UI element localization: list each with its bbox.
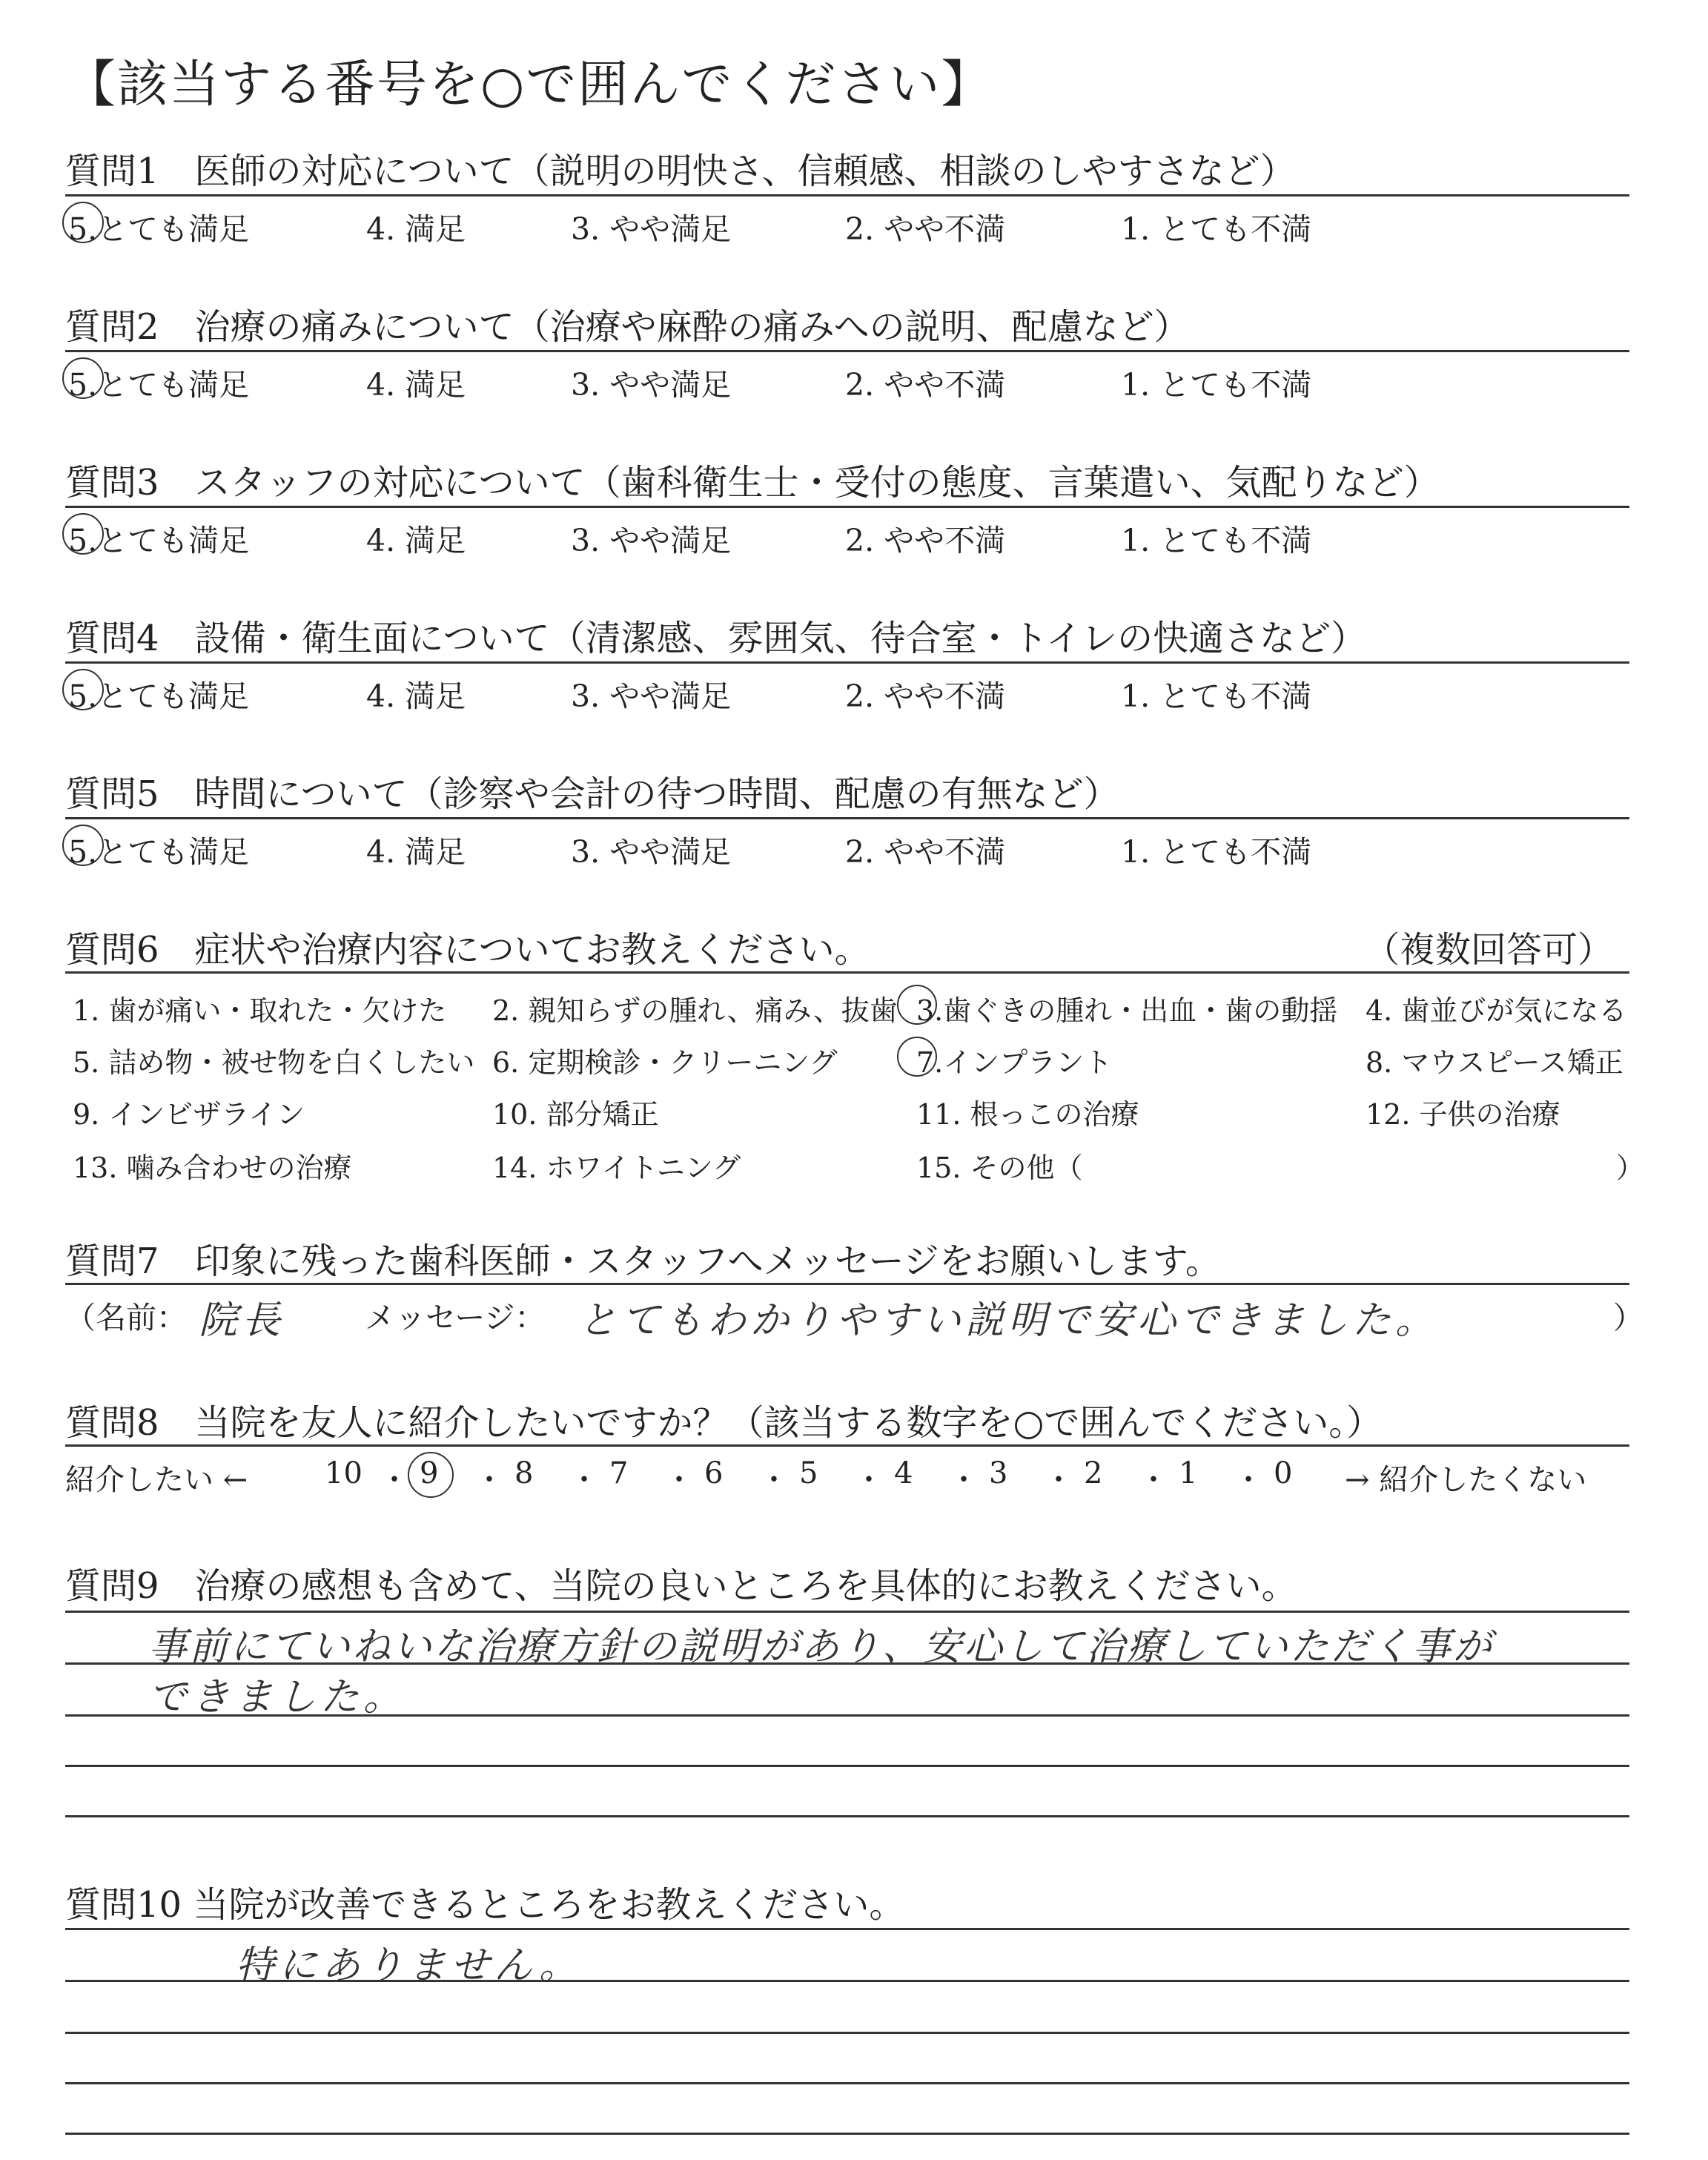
q8-separator: ・ bbox=[380, 1463, 409, 1497]
q6-item-3[interactable]: 3.歯ぐきの腫れ・出血・歯の動揺 bbox=[916, 994, 1338, 1027]
q6-item-11[interactable]: 11. 根っこの治療 bbox=[916, 1098, 1139, 1131]
q6-item-8[interactable]: 8. マウスピース矯正 bbox=[1366, 1046, 1623, 1079]
q6-item-13[interactable]: 13. 噛み合わせの治療 bbox=[73, 1152, 352, 1184]
q5-rule bbox=[65, 817, 1629, 819]
q7-rule bbox=[65, 1283, 1629, 1285]
q8-separator: ・ bbox=[664, 1463, 694, 1497]
q9-line-2 bbox=[65, 1662, 1629, 1665]
q8-scale-1[interactable]: 1 bbox=[1179, 1456, 1198, 1490]
q3-option-2[interactable]: 2. やや不満 bbox=[845, 523, 1006, 558]
q8-scale-5[interactable]: 5 bbox=[799, 1456, 818, 1490]
q4-option-5[interactable]: 5.とても満足 bbox=[68, 678, 250, 714]
q1-option-2[interactable]: 2. やや不満 bbox=[845, 211, 1006, 247]
q9-line-4 bbox=[65, 1765, 1629, 1767]
q10-title: 質問10 当院が改善できるところをお教えください。 bbox=[65, 1884, 905, 1926]
q3-rule bbox=[65, 506, 1629, 508]
q2-option-4[interactable]: 4. 満足 bbox=[366, 367, 466, 403]
page-header: 【該当する番号を○で囲んでください】 bbox=[65, 56, 993, 114]
q8-scale-8[interactable]: 8 bbox=[514, 1456, 534, 1490]
q1-selection-circle bbox=[62, 202, 104, 243]
q8-scale-9[interactable]: 9 bbox=[420, 1456, 439, 1490]
q5-option-1[interactable]: 1. とても不満 bbox=[1121, 834, 1312, 870]
q10-line-4 bbox=[65, 2082, 1629, 2084]
q3-option-1[interactable]: 1. とても不満 bbox=[1121, 523, 1312, 558]
q9-answer-line-1[interactable]: 事前にていねいな治療方針の説明があり、安心して治療していただく事が bbox=[148, 1625, 1494, 1669]
q10-line-3 bbox=[65, 2032, 1629, 2034]
q6-rule bbox=[65, 971, 1629, 974]
q8-separator: ・ bbox=[1044, 1463, 1073, 1497]
q9-line-5 bbox=[65, 1815, 1629, 1817]
q5-selection-circle bbox=[62, 825, 104, 866]
q6-item-12[interactable]: 12. 子供の治療 bbox=[1366, 1098, 1560, 1131]
q8-separator: ・ bbox=[474, 1463, 504, 1497]
q2-selection-circle bbox=[62, 357, 104, 399]
q8-selection-circle bbox=[408, 1452, 454, 1498]
q9-title: 質問9 治療の感想も含めて、当院の良いところを具体的にお教えください。 bbox=[65, 1565, 1297, 1607]
q6-item-7[interactable]: 7.インプラント bbox=[916, 1046, 1113, 1079]
q10-line-1 bbox=[65, 1928, 1629, 1930]
q4-option-2[interactable]: 2. やや不満 bbox=[845, 678, 1006, 714]
q8-separator: ・ bbox=[1139, 1463, 1168, 1497]
q1-rule bbox=[65, 194, 1629, 196]
q1-title: 質問1 医師の対応について（説明の明快さ、信頼感、相談のしやすさなど） bbox=[65, 151, 1296, 192]
q5-option-5[interactable]: 5.とても満足 bbox=[68, 834, 250, 870]
q6-note: （複数回答可） bbox=[1364, 929, 1614, 971]
q2-title: 質問2 治療の痛みについて（治療や麻酔の痛みへの説明、配慮など） bbox=[65, 306, 1190, 348]
q6-item-14[interactable]: 14. ホワイトニング bbox=[492, 1152, 741, 1184]
q4-title: 質問4 設備・衛生面について（清潔感、雰囲気、待合室・トイレの快適さなど） bbox=[65, 618, 1367, 659]
q8-scale-4[interactable]: 4 bbox=[894, 1456, 913, 1490]
q7-close: ） bbox=[1613, 1300, 1644, 1335]
q1-option-3[interactable]: 3. やや満足 bbox=[571, 211, 732, 247]
q5-title: 質問5 時間について（診察や会計の待つ時間、配慮の有無など） bbox=[65, 773, 1119, 815]
q10-line-2 bbox=[65, 1980, 1629, 1982]
q3-selection-circle bbox=[62, 513, 104, 555]
q2-option-1[interactable]: 1. とても不満 bbox=[1121, 367, 1312, 403]
q8-separator: ・ bbox=[949, 1463, 979, 1497]
q8-right-label: → 紹介したくない bbox=[1345, 1463, 1587, 1497]
q8-scale-7[interactable]: 7 bbox=[609, 1456, 629, 1490]
q4-option-4[interactable]: 4. 満足 bbox=[366, 678, 466, 714]
q4-rule bbox=[65, 661, 1629, 664]
q8-scale-0[interactable]: 0 bbox=[1274, 1456, 1293, 1490]
q7-message-label: メッセージ： bbox=[365, 1300, 546, 1335]
q8-title: 質問8 当院を友人に紹介したいですか？（該当する数字を○で囲んでください。） bbox=[65, 1402, 1383, 1444]
q4-selection-circle bbox=[62, 669, 104, 710]
q6-item-15[interactable]: 15. その他（ bbox=[916, 1152, 1083, 1184]
q8-scale-10[interactable]: 10 bbox=[325, 1456, 363, 1490]
q10-answer[interactable]: 特にありません。 bbox=[236, 1943, 583, 1988]
q3-option-4[interactable]: 4. 満足 bbox=[366, 523, 466, 558]
q2-option-3[interactable]: 3. やや満足 bbox=[571, 367, 732, 403]
q4-option-1[interactable]: 1. とても不満 bbox=[1121, 678, 1312, 714]
q7-message-value[interactable]: とてもわかりやすい説明で安心できました。 bbox=[578, 1298, 1439, 1343]
q6-item-1[interactable]: 1. 歯が痛い・取れた・欠けた bbox=[73, 994, 447, 1027]
q6-item-6[interactable]: 6. 定期検診・クリーニング bbox=[492, 1046, 838, 1079]
q6-title: 質問6 症状や治療内容についてお教えください。 bbox=[65, 929, 870, 971]
q7-name-value[interactable]: 院長 bbox=[199, 1298, 285, 1343]
q9-line-1 bbox=[65, 1611, 1629, 1613]
q2-rule bbox=[65, 350, 1629, 352]
q8-separator: ・ bbox=[854, 1463, 884, 1497]
q1-option-4[interactable]: 4. 満足 bbox=[366, 211, 466, 247]
q3-option-3[interactable]: 3. やや満足 bbox=[571, 523, 732, 558]
q6-other-close: ） bbox=[1616, 1152, 1645, 1184]
q9-line-3 bbox=[65, 1714, 1629, 1717]
q5-option-4[interactable]: 4. 満足 bbox=[366, 834, 466, 870]
q6-item-4[interactable]: 4. 歯並びが気になる bbox=[1366, 994, 1627, 1027]
q6-item-10[interactable]: 10. 部分矯正 bbox=[492, 1098, 659, 1131]
q10-line-5 bbox=[65, 2133, 1629, 2135]
q6-selection-circle-3 bbox=[897, 985, 937, 1025]
q3-option-5[interactable]: 5.とても満足 bbox=[68, 523, 250, 558]
q7-name-label: （名前： bbox=[65, 1300, 187, 1335]
q5-option-2[interactable]: 2. やや不満 bbox=[845, 834, 1006, 870]
q2-option-5[interactable]: 5.とても満足 bbox=[68, 367, 250, 403]
q6-item-2[interactable]: 2. 親知らずの腫れ、痛み、抜歯 bbox=[492, 994, 898, 1027]
q8-scale-6[interactable]: 6 bbox=[704, 1456, 724, 1490]
q3-title: 質問3 スタッフの対応について（歯科衛生士・受付の態度、言葉遣い、気配りなど） bbox=[65, 462, 1440, 503]
q8-rule bbox=[65, 1444, 1629, 1447]
q5-option-3[interactable]: 3. やや満足 bbox=[571, 834, 732, 870]
q2-option-2[interactable]: 2. やや不満 bbox=[845, 367, 1006, 403]
q6-item-5[interactable]: 5. 詰め物・被せ物を白くしたい bbox=[73, 1046, 475, 1079]
q8-separator: ・ bbox=[1234, 1463, 1263, 1497]
q8-separator: ・ bbox=[569, 1463, 599, 1497]
q8-scale-2[interactable]: 2 bbox=[1084, 1456, 1103, 1490]
q1-option-1[interactable]: 1. とても不満 bbox=[1121, 211, 1312, 247]
q8-left-label: 紹介したい ← bbox=[65, 1463, 248, 1497]
q8-scale-3[interactable]: 3 bbox=[989, 1456, 1008, 1490]
q6-item-9[interactable]: 9. インビザライン bbox=[73, 1098, 305, 1131]
q8-separator: ・ bbox=[759, 1463, 789, 1497]
q6-selection-circle-7 bbox=[897, 1037, 937, 1077]
q7-title: 質問7 印象に残った歯科医師・スタッフへメッセージをお願いします。 bbox=[65, 1241, 1221, 1282]
q1-option-5[interactable]: 5.とても満足 bbox=[68, 211, 250, 247]
q9-answer-line-2[interactable]: できました。 bbox=[148, 1675, 407, 1720]
q4-option-3[interactable]: 3. やや満足 bbox=[571, 678, 732, 714]
